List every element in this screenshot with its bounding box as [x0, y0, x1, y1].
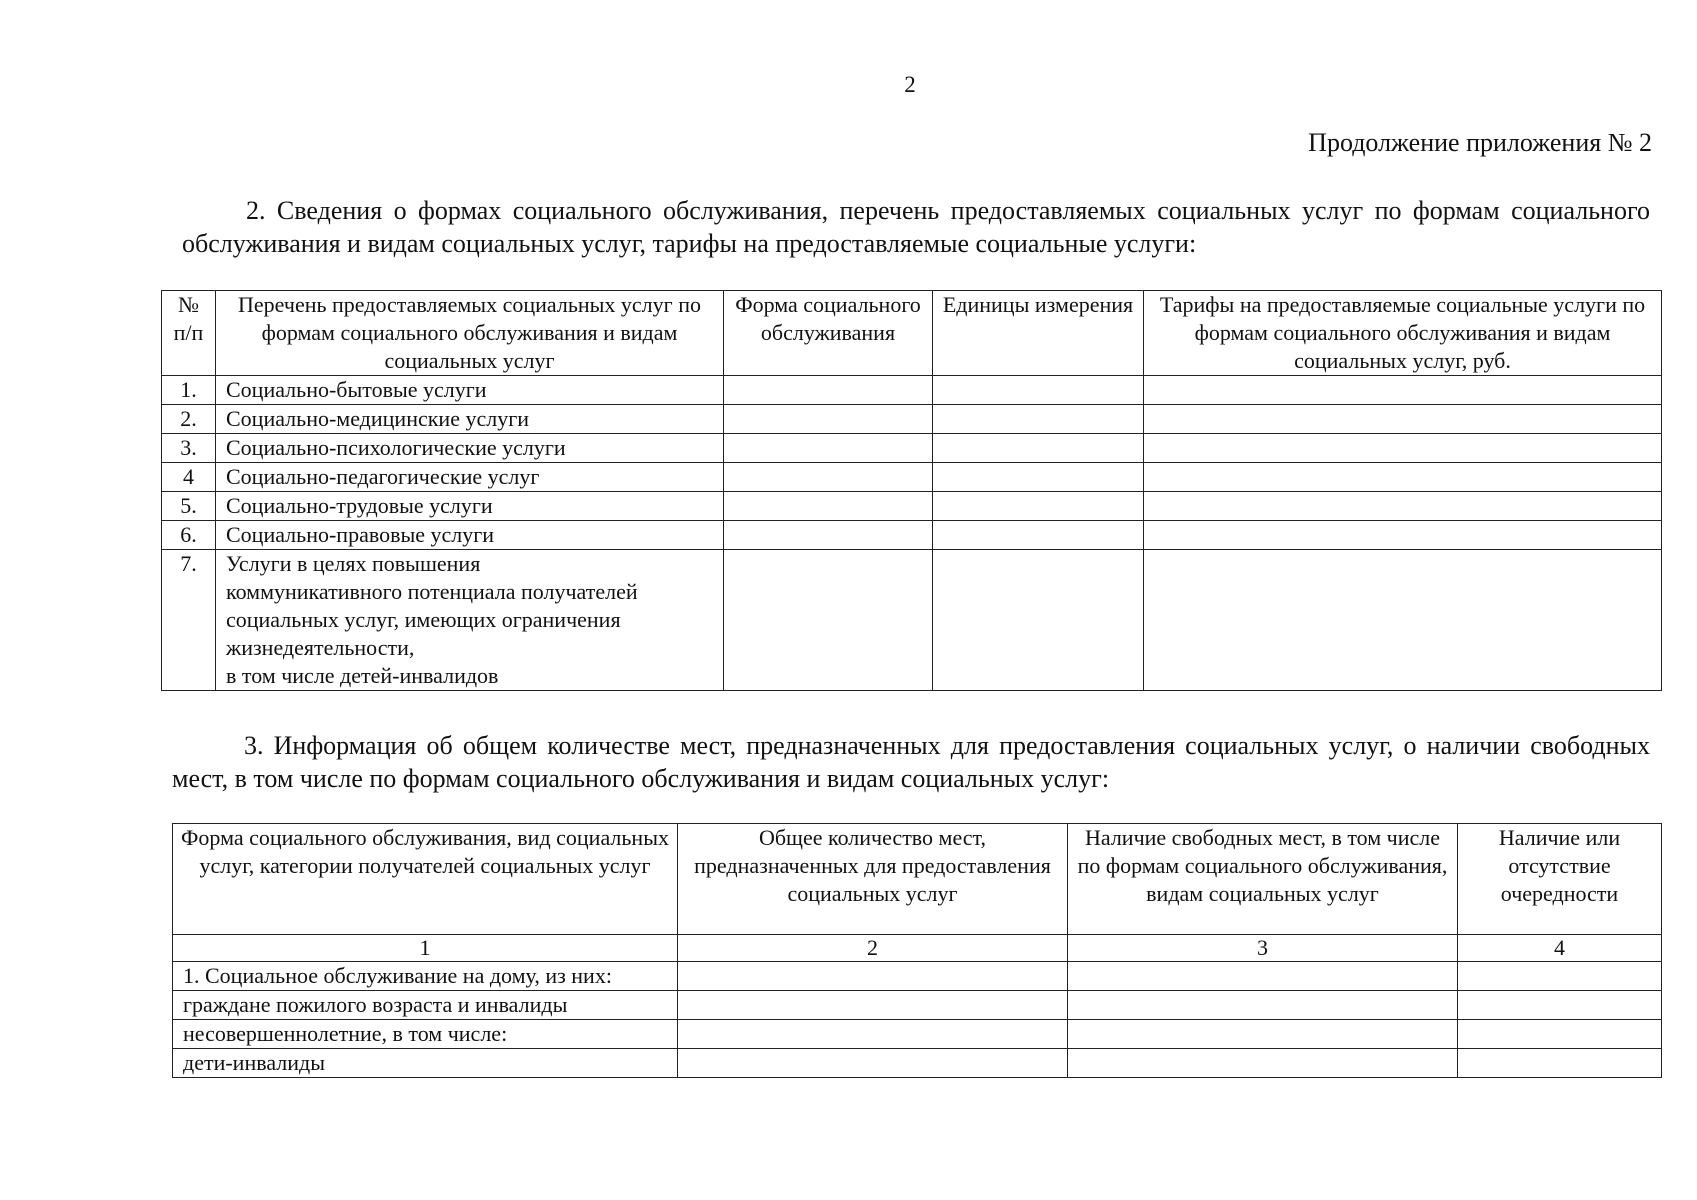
column-number: 4 — [1458, 935, 1662, 962]
column-header-total-places: Общее количество мест, предназначенных для предоставления социальных услуг — [678, 824, 1068, 935]
empty-cell — [1144, 521, 1662, 550]
empty-cell — [1068, 991, 1458, 1020]
service-name: Социально-правовые услуги — [216, 521, 724, 550]
category-label: 1. Социальное обслуживание на дому, из них: — [173, 962, 678, 991]
service-name: Социально-педагогические услуг — [216, 463, 724, 492]
empty-cell — [933, 463, 1144, 492]
empty-cell — [678, 1049, 1068, 1078]
column-header-service-form-category: Форма социального обслуживания, вид социальных услуг, категории получателей социальных услуг — [173, 824, 678, 935]
service-name-line: жизнедеятельности, — [226, 635, 415, 660]
page-number: 2 — [904, 72, 916, 97]
table-row — [173, 1020, 1662, 1049]
empty-cell — [724, 521, 933, 550]
service-name-line: социальных услуг, имеющих ограничения — [226, 607, 621, 632]
row-number: 3. — [162, 434, 216, 463]
service-name — [216, 550, 724, 691]
empty-cell — [933, 521, 1144, 550]
column-number-row — [173, 935, 1662, 962]
column-header-services-list: Перечень предоставляемых социальных услуг по формам социального обслуживания и видам социальных услуг — [216, 291, 724, 376]
empty-cell — [678, 962, 1068, 991]
empty-cell — [1144, 492, 1662, 521]
empty-cell — [724, 463, 933, 492]
row-number: 1. — [162, 376, 216, 405]
column-number: 2 — [678, 935, 1068, 962]
service-name-line: Услуги в целях повышения — [226, 551, 481, 576]
table-row — [173, 991, 1662, 1020]
table-row — [162, 376, 1662, 405]
table-row — [162, 521, 1662, 550]
table-header-row — [173, 824, 1662, 935]
column-number: 3 — [1068, 935, 1458, 962]
row-number: 2. — [162, 405, 216, 434]
column-header-free-places: Наличие свободных мест, в том числе по формам социального обслуживания, видам социальных услуг — [1068, 824, 1458, 935]
empty-cell — [933, 434, 1144, 463]
empty-cell — [724, 434, 933, 463]
empty-cell — [678, 991, 1068, 1020]
places-availability-table — [172, 823, 1662, 1078]
appendix-continuation: Продолжение приложения № 2 — [1308, 128, 1652, 157]
empty-cell — [933, 550, 1144, 691]
service-name: Социально-трудовые услуги — [216, 492, 724, 521]
column-header-tariffs: Тарифы на предоставляемые социальные услуги по формам социального обслуживания и видам социальных услуг, руб. — [1144, 291, 1662, 376]
category-label: дети-инвалиды — [173, 1049, 678, 1078]
empty-cell — [1458, 962, 1662, 991]
service-name: Социально-бытовые услуги — [216, 376, 724, 405]
empty-cell — [1068, 1020, 1458, 1049]
empty-cell — [1144, 405, 1662, 434]
empty-cell — [724, 405, 933, 434]
empty-cell — [1144, 463, 1662, 492]
empty-cell — [1144, 550, 1662, 691]
empty-cell — [933, 376, 1144, 405]
table-row — [162, 550, 1662, 691]
column-number: 1 — [173, 935, 678, 962]
service-name: Социально-медицинские услуги — [216, 405, 724, 434]
table-row — [162, 405, 1662, 434]
table-row — [162, 434, 1662, 463]
column-header-queue: Наличие или отсутствие очередности — [1458, 824, 1662, 935]
column-header-units: Единицы измерения — [933, 291, 1144, 376]
table-header-row — [162, 291, 1662, 376]
service-name-line: в том числе детей-инвалидов — [226, 663, 499, 688]
empty-cell — [1458, 991, 1662, 1020]
table-row — [162, 492, 1662, 521]
table-row — [173, 1049, 1662, 1078]
column-header-service-form: Форма социального обслуживания — [724, 291, 933, 376]
row-number: 4 — [162, 463, 216, 492]
row-number: 5. — [162, 492, 216, 521]
table-row — [162, 463, 1662, 492]
service-name: Социально-психологические услуги — [216, 434, 724, 463]
services-tariffs-table — [161, 290, 1662, 691]
service-name-line: коммуникативного потенциала получателей — [226, 579, 638, 604]
empty-cell — [724, 550, 933, 691]
table-row — [173, 962, 1662, 991]
category-label: несовершеннолетние, в том числе: — [173, 1020, 678, 1049]
empty-cell — [724, 376, 933, 405]
category-label: граждане пожилого возраста и инвалиды — [173, 991, 678, 1020]
empty-cell — [933, 492, 1144, 521]
row-number: 7. — [162, 550, 216, 691]
empty-cell — [724, 492, 933, 521]
empty-cell — [1458, 1020, 1662, 1049]
section-3-heading: 3. Информация об общем количестве мест, предназначенных для предоставления социальных услуг, о наличии свободных мест, в том числе по формам социального обслуживания и видам социальных услуг: — [172, 731, 1650, 793]
empty-cell — [1144, 434, 1662, 463]
empty-cell — [1068, 962, 1458, 991]
column-header-number: № п/п — [162, 291, 216, 376]
section-2-heading: 2. Сведения о формах социального обслуживания, перечень предоставляемых социальных услуг по формам социального обслуживания и видам социальных услуг, тарифы на предоставляемые социальные услуги: — [182, 196, 1650, 258]
empty-cell — [1144, 376, 1662, 405]
empty-cell — [1068, 1049, 1458, 1078]
empty-cell — [1458, 1049, 1662, 1078]
empty-cell — [678, 1020, 1068, 1049]
row-number: 6. — [162, 521, 216, 550]
empty-cell — [933, 405, 1144, 434]
